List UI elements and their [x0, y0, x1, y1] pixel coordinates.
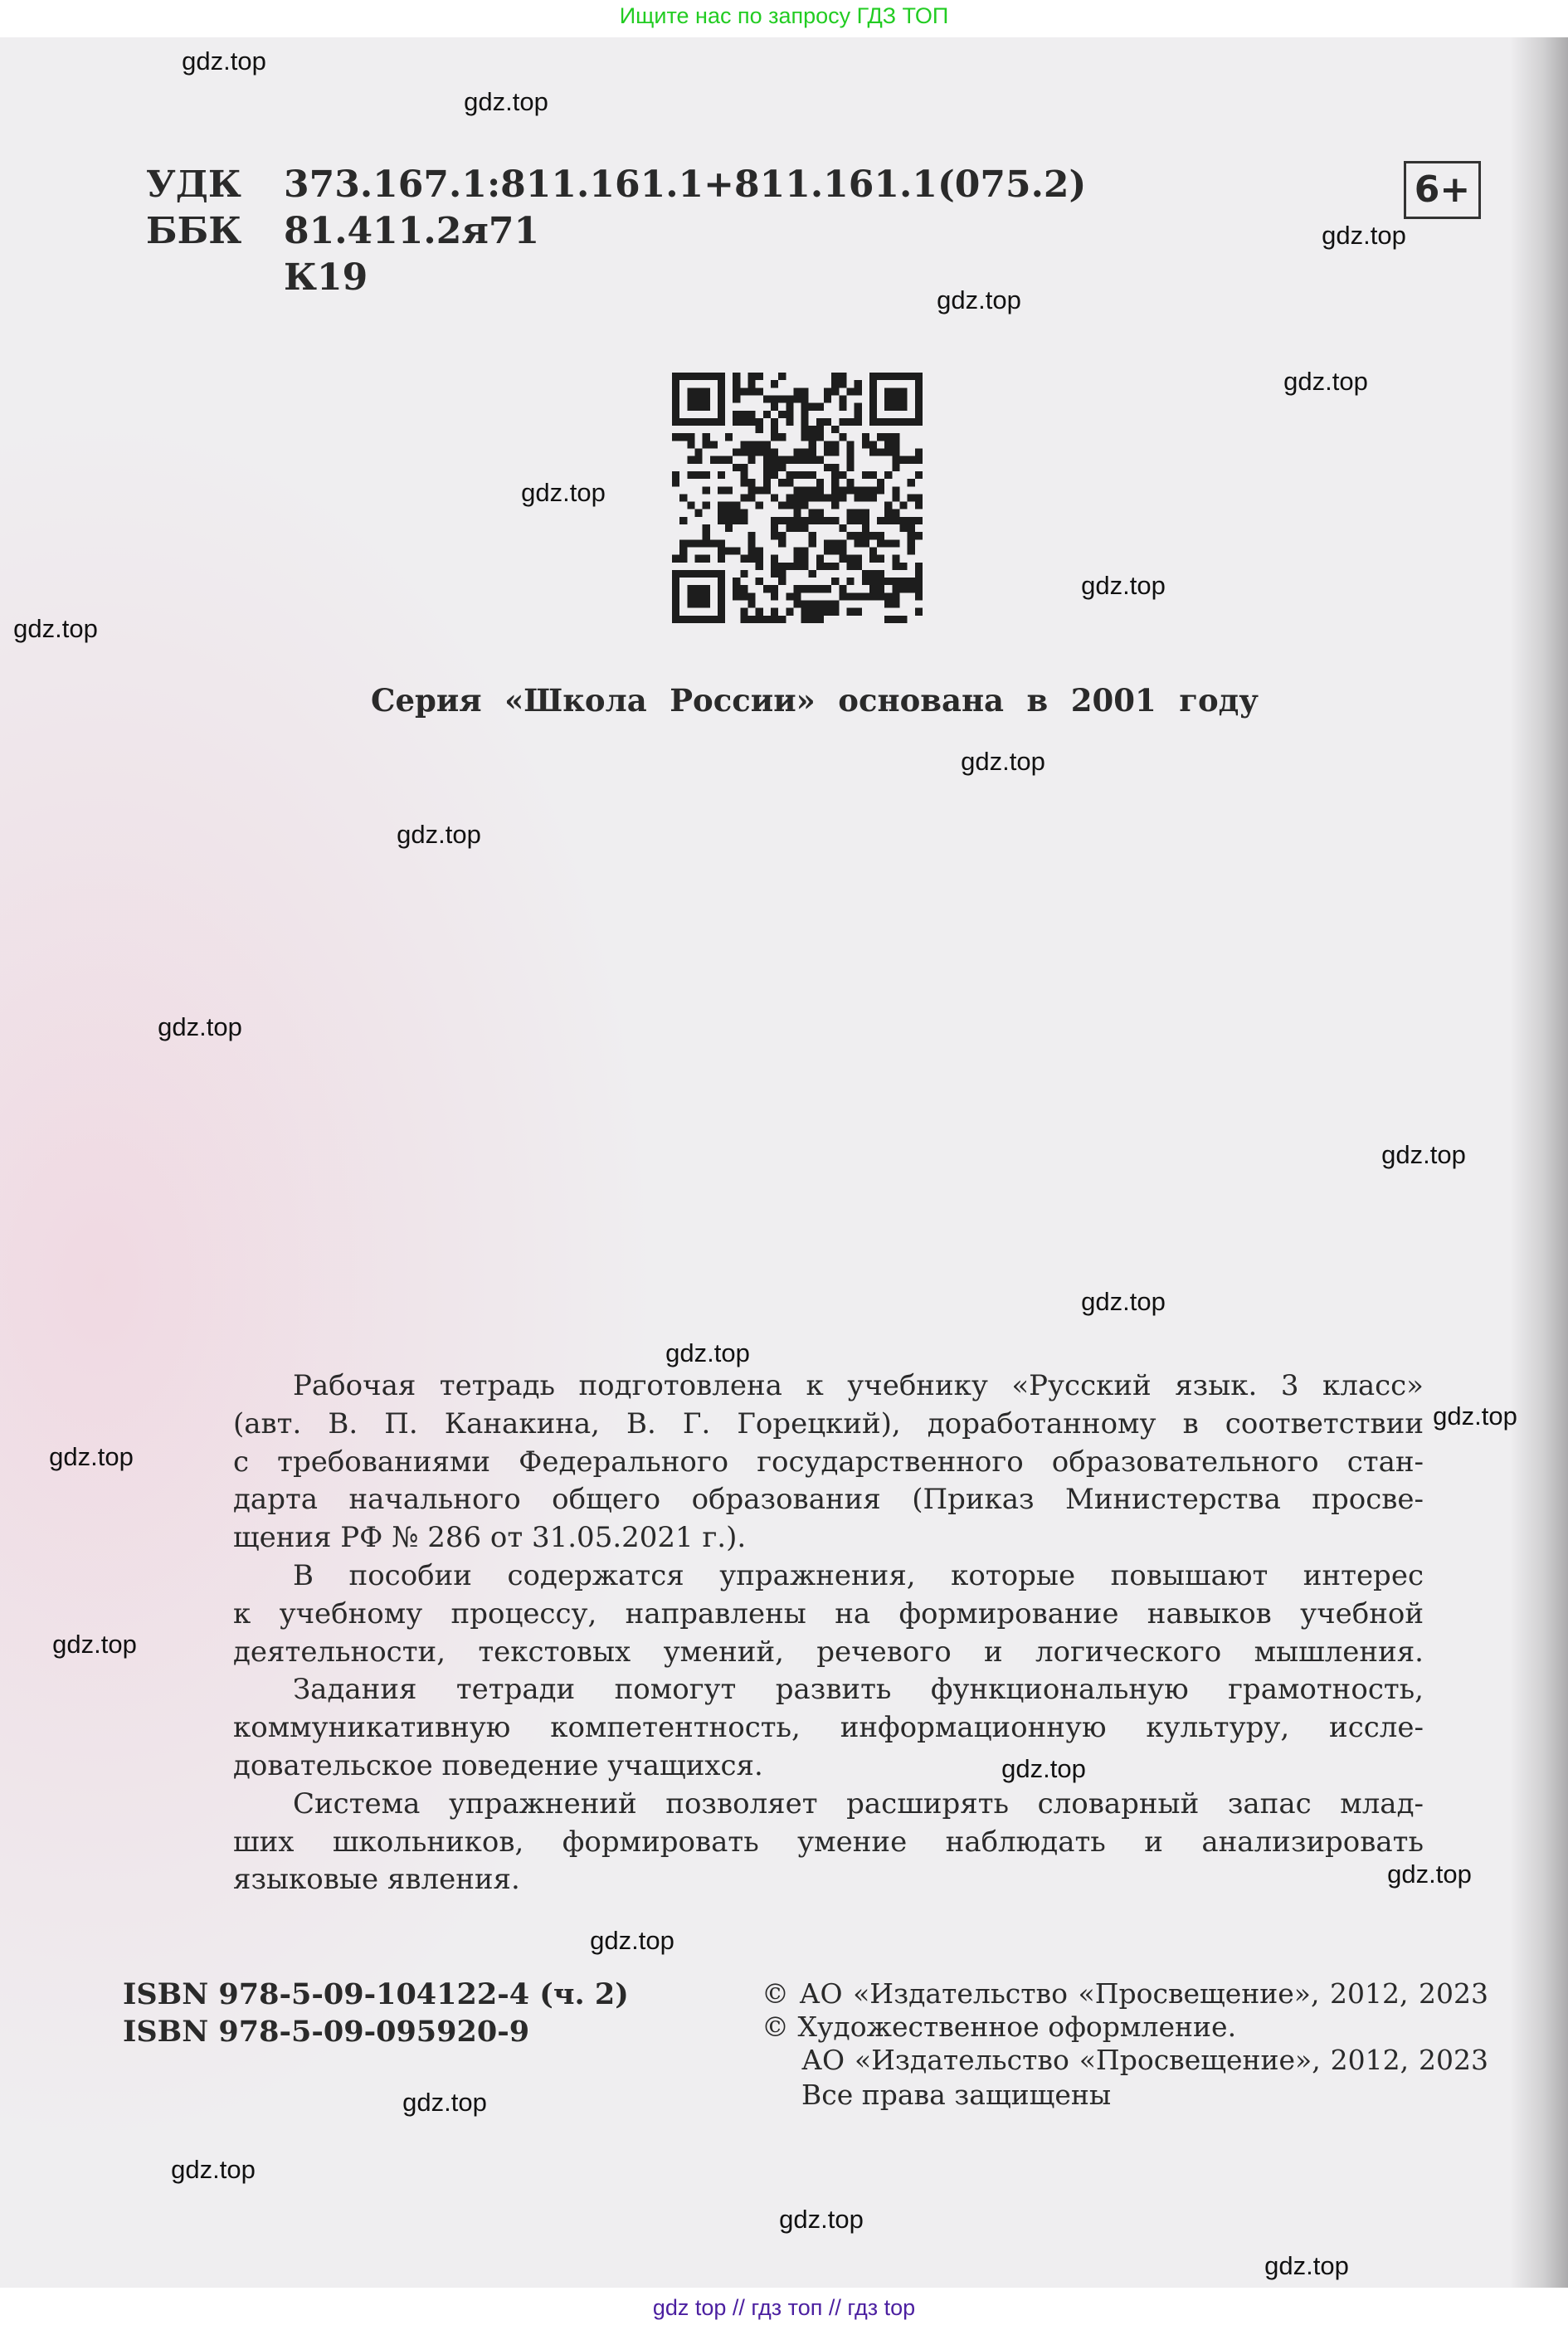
watermark-text: gdz.top — [397, 820, 481, 849]
watermark-text: gdz.top — [182, 46, 266, 76]
annotation-line: деятельности, текстовых умений, речевого и логического мышления. — [233, 1635, 1424, 1669]
annotation-line: дарта начального общего образования (Приказ Министерства просве- — [233, 1483, 1424, 1517]
watermark-text: gdz.top — [49, 1442, 134, 1471]
age-rating-badge: 6+ — [1404, 161, 1481, 219]
bbk-value: 81.411.2я71 — [284, 210, 540, 252]
watermark-text: gdz.top — [1283, 367, 1368, 396]
watermark-text: gdz.top — [521, 478, 606, 507]
watermark-text: gdz.top — [13, 614, 98, 643]
watermark-text: gdz.top — [158, 1012, 242, 1041]
watermark-text: gdz.top — [52, 1630, 137, 1659]
watermark-text: gdz.top — [779, 2205, 864, 2234]
isbn-part2: ISBN 978-5-09-104122-4 (ч. 2) — [123, 1977, 629, 2011]
series-line: Серия «Школа России» основана в 2001 году — [371, 682, 1259, 719]
watermark-text: gdz.top — [1387, 1860, 1472, 1889]
annotation-line: Рабочая тетрадь подготовлена к учебнику «Русский язык. 3 класс» — [293, 1369, 1424, 1402]
copyright-publisher: © АО «Издательство «Просвещение», 2012, 2023 — [762, 1977, 1488, 2010]
annotation-line: щения РФ № 286 от 31.05.2021 г.). — [233, 1521, 747, 1555]
annotation-line: ших школьников, формировать умение наблюдать и анализировать — [233, 1825, 1424, 1859]
copyright-design-publisher: АО «Издательство «Просвещение», 2012, 2023 — [801, 2044, 1488, 2076]
top-banner[interactable]: Ищите нас по запросу ГДЗ ТОП — [619, 3, 949, 28]
watermark-text: gdz.top — [1322, 221, 1406, 250]
watermark-text: gdz.top — [1264, 2251, 1349, 2280]
udk-value: 373.167.1:811.161.1+811.161.1(075.2) — [284, 163, 1087, 206]
watermark-text: gdz.top — [171, 2155, 256, 2184]
watermark-text: gdz.top — [1081, 1287, 1166, 1316]
annotation-line: В пособии содержатся упражнения, которые повышают интерес — [293, 1558, 1424, 1592]
annotation-line: довательское поведение учащихся. — [233, 1748, 763, 1782]
annotation-line: (авт. В. П. Канакина, В. Г. Горецкий), доработанному в соответствии — [233, 1406, 1424, 1440]
udk-label: УДК — [146, 163, 241, 206]
author-mark: К19 — [284, 256, 368, 299]
watermark-text: gdz.top — [1001, 1754, 1086, 1783]
annotation-line: языковые явления. — [233, 1863, 520, 1897]
rights-reserved: Все права защищены — [801, 2079, 1112, 2111]
watermark-text: gdz.top — [1381, 1140, 1466, 1169]
watermark-text: gdz.top — [961, 747, 1045, 776]
isbn-set: ISBN 978-5-09-095920-9 — [123, 2015, 530, 2049]
watermark-text: gdz.top — [464, 87, 548, 116]
watermark-text: gdz.top — [590, 1926, 674, 1955]
bottom-banner[interactable]: gdz top // гдз топ // гдз top — [652, 2295, 916, 2320]
watermark-text: gdz.top — [402, 2088, 487, 2117]
watermark-text: gdz.top — [1081, 571, 1166, 600]
annotation-text — [233, 1367, 1424, 1899]
annotation-line: Система упражнений позволяет расширять словарный запас млад- — [293, 1786, 1424, 1821]
annotation-line: Задания тетради помогут развить функциональную грамотность, — [293, 1673, 1424, 1707]
watermark-text: gdz.top — [1433, 1401, 1517, 1431]
copyright-design: © Художественное оформление. — [762, 2011, 1237, 2043]
watermark-text: gdz.top — [665, 1338, 750, 1367]
watermark-text: gdz.top — [937, 285, 1021, 314]
bbk-label: ББК — [146, 210, 242, 252]
annotation-line: коммуникативную компетентность, информационную культуру, иссле- — [233, 1711, 1424, 1745]
annotation-line: с требованиями Федерального государственного образовательного стан- — [233, 1445, 1424, 1479]
annotation-line: к учебному процессу, направлены на формирование навыков учебной — [233, 1596, 1424, 1630]
qr-code[interactable] — [671, 373, 923, 623]
